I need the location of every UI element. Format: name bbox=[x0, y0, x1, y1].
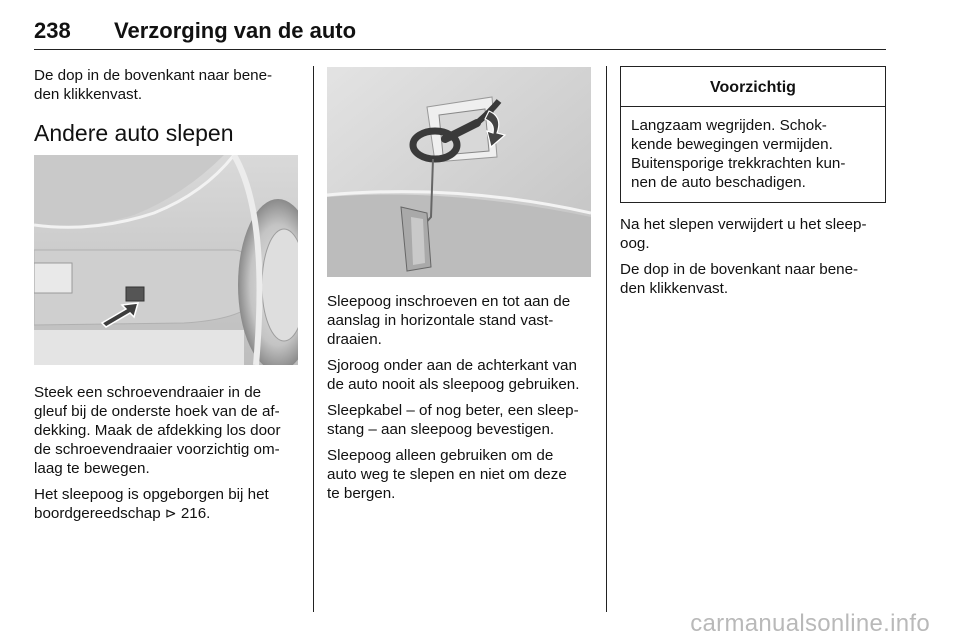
towing-eye-illustration bbox=[327, 67, 591, 277]
rear-bumper-illustration bbox=[34, 155, 298, 365]
column-divider bbox=[313, 66, 314, 612]
column-divider bbox=[606, 66, 607, 612]
paragraph: Sleepkabel – of nog beter, een sleep- stang – aan sleepoog bevestigen. bbox=[327, 402, 579, 438]
paragraph bbox=[34, 485, 300, 523]
paragraph: Sjoroog onder aan de achterkant van de auto nooit als sleepoog gebruiken. bbox=[327, 357, 580, 393]
column-2 bbox=[327, 66, 595, 510]
caution-box bbox=[620, 66, 886, 203]
caution-title: Voorzichtig bbox=[621, 67, 885, 107]
paragraph: Steek een schroevendraaier in de gleuf bij de onderste hoek van de af- dekking. Maak de afdekking los door de schroevendraaier voorzichtig om- laag te bewegen. bbox=[34, 384, 281, 477]
page-header bbox=[34, 18, 886, 50]
chapter-title: Verzorging van de auto bbox=[114, 18, 357, 43]
column-1 bbox=[34, 66, 300, 530]
page-reference: 216. bbox=[176, 505, 211, 522]
intro-paragraph: De dop in de bovenkant naar bene- den klikkenvast. bbox=[34, 67, 273, 103]
watermark: carmanualsonline.info bbox=[690, 610, 930, 637]
paragraph-text: Het sleepoog is opgeborgen bij het boordgereedschap bbox=[34, 486, 269, 522]
page-reference-icon: ⊳ bbox=[164, 505, 177, 521]
header-divider bbox=[34, 49, 886, 50]
caution-body: Langzaam wegrijden. Schok- kende bewegingen vermijden. Buitensporige trekkrachten kun- nen de auto beschadigen. bbox=[631, 117, 846, 191]
paragraph: Sleepoog alleen gebruiken om de auto weg te slepen en niet om deze te bergen. bbox=[327, 447, 567, 502]
page-number: 238 bbox=[34, 18, 71, 43]
paragraph: Sleepoog inschroeven en tot aan de aanslag in horizontale stand vast- draaien. bbox=[327, 293, 571, 348]
paragraph: De dop in de bovenkant naar bene- den klikkenvast. bbox=[620, 261, 859, 297]
paragraph: Na het slepen verwijdert u het sleep- oog. bbox=[620, 216, 867, 252]
column-3 bbox=[620, 66, 886, 305]
section-heading: Andere auto slepen bbox=[34, 120, 234, 146]
